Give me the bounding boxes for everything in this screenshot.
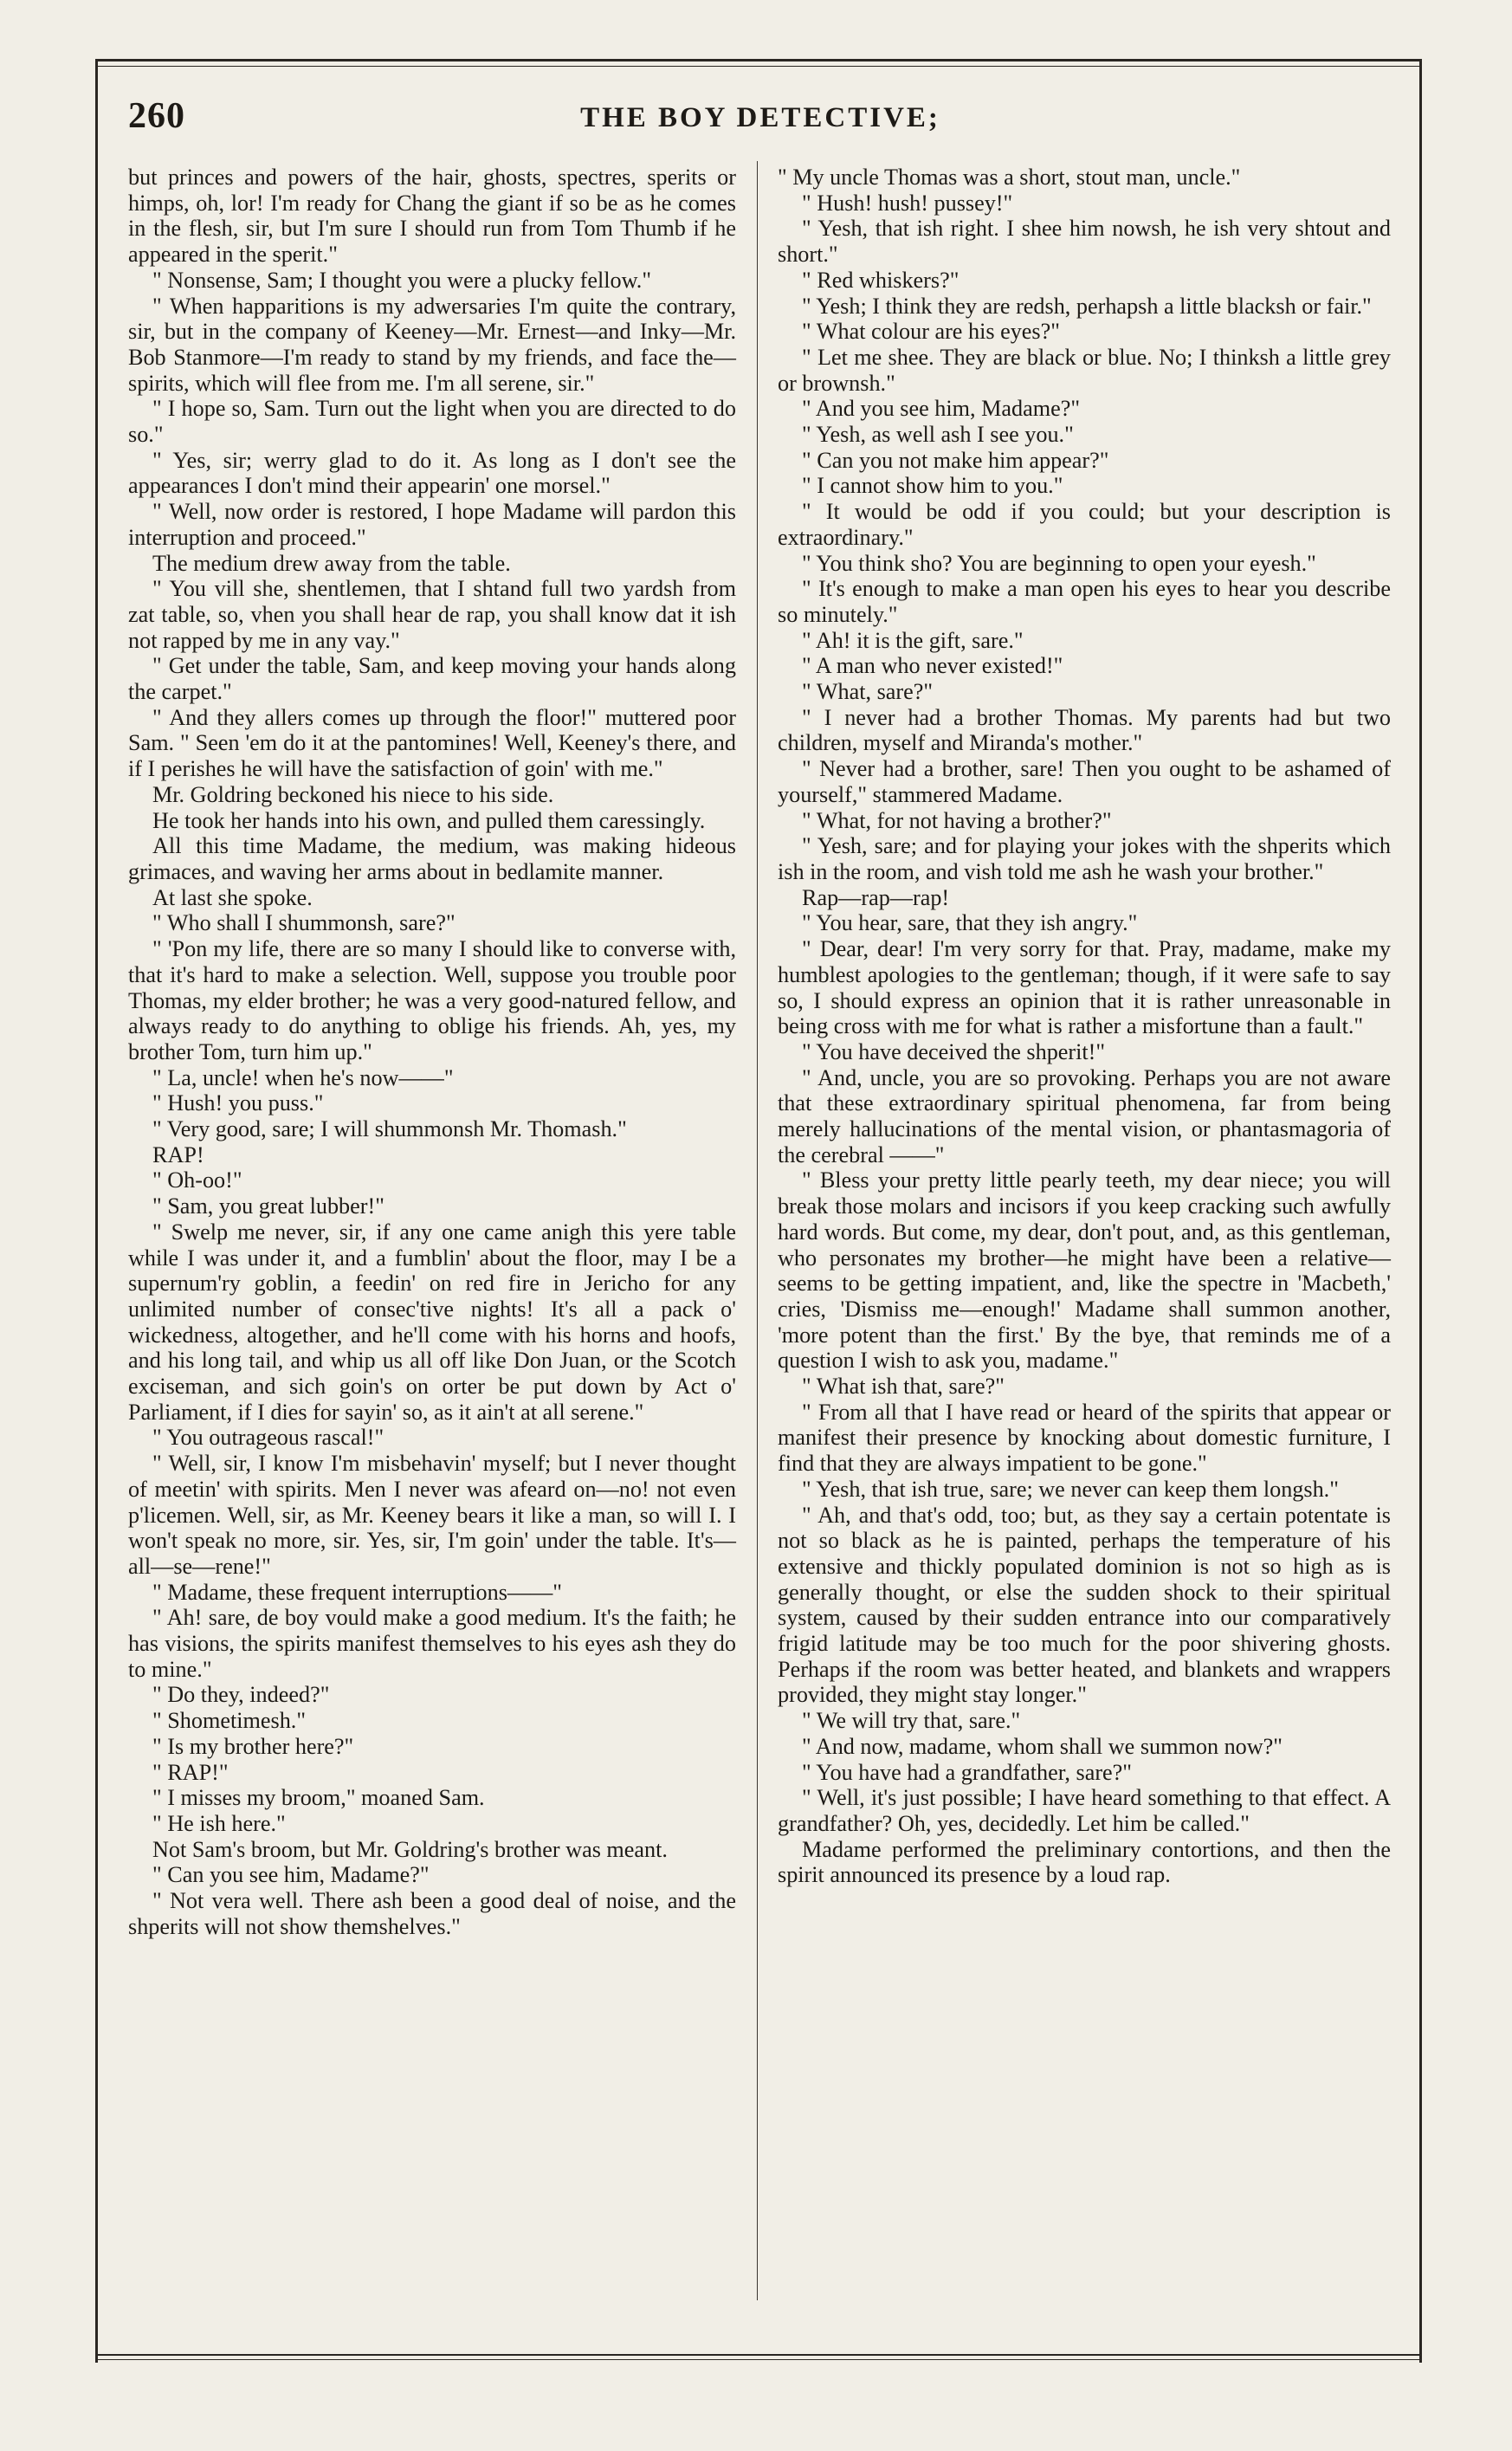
paragraph: " What, sare?" [802,679,934,705]
paragraph: " Yesh, sare; and for playing your jokes with the shperits which ish in the room, and vish told me ash he wash your brother." [778,833,1391,884]
paragraph: " Let me shee. They are black or blue. No; I thinksh a little grey or brownsh." [778,344,1391,396]
paragraph: Mr. Goldring beckoned his niece to his side. [152,781,554,807]
paragraph: " Hush! hush! pussey!" [802,190,1013,216]
paragraph: " It would be odd if you could; but your description is extraordinary." [778,499,1391,550]
paragraph: " When happaritions is my adwersaries I'm quite the contrary, sir, but in the company of Keeney—Mr. Ernest—and Inky—Mr. Bob Stanmore—I'm ready to stand by my friends, and face the—spirits, which will flee from me. I'm all serene, sir." [128,293,736,396]
paragraph: " Yesh, that ish true, sare; we never can keep them longsh." [802,1476,1339,1502]
paragraph: " Ah! sare, de boy vould make a good medium. It's the faith; he has visions, the spirits manifest themselves to his eyes ash they do to mine." [128,1605,736,1682]
paragraph: Madame performed the preliminary contortions, and then the spirit announced its presence by a loud rap. [778,1836,1391,1888]
paragraph: The medium drew away from the table. [152,550,511,576]
paragraph: " And you see him, Madame?" [802,396,1081,422]
paragraph: " Never had a brother, sare! Then you ought to be ashamed of yourself," stammered Madame. [778,756,1391,807]
paragraph: Not Sam's broom, but Mr. Goldring's brother was meant. [152,1836,668,1862]
paragraph: " Swelp me never, sir, if any one came anigh this yere table while I was under it, and a fumblin' about the floor, may I be a supernum'ry goblin, a feedin' on red fire in Jericho for any unlimited number of consec'tive nights! It's all a pack o' wickedness, altogether, and he'll come with his horns and hoofs, and his long tail, and whip us all off like Don Juan, or the Scotch exciseman, and sich goin's on orter be put down by Act o' Parliament, if I dies for sayin' so, as it ain't at all serene." [128,1219,736,1425]
paragraph: " Nonsense, Sam; I thought you were a plucky fellow." [152,267,652,293]
paragraph: " We will try that, sare." [802,1708,1021,1734]
paragraph: " Not vera well. There ash been a good deal of noise, and the shperits will not show themshelves." [128,1888,736,1939]
paragraph: " I cannot show him to you." [802,473,1063,499]
paragraph: He took her hands into his own, and pulled them caressingly. [152,807,706,833]
paragraph: " Who shall I shummonsh, sare?" [152,910,456,936]
paragraph: " Yesh; I think they are redsh, perhapsh a little blacksh or fair." [802,293,1372,319]
paragraph: " You have deceived the shperit!" [802,1038,1106,1064]
top-border-rule [95,59,1422,61]
paragraph: " You think sho? You are beginning to open your eyesh." [802,550,1316,576]
paragraph: " You vill she, shentlemen, that I shtand full two yardsh from zat table, so, vhen you shall hear de rap, you shall know dat it ish not rapped by me in any vay." [128,576,736,653]
paragraph: " Oh-oo!" [152,1167,242,1193]
paragraph: " You have had a grandfather, sare?" [802,1759,1132,1785]
paragraph: " He ish here." [152,1811,286,1836]
paragraph: " I hope so, Sam. Turn out the light when you are directed to do so." [128,396,736,448]
page-header [128,95,1392,139]
top-border-rule-thin [95,66,1422,67]
paragraph: " My uncle Thomas was a short, stout man, uncle." [778,165,1241,190]
left-text-column [128,165,736,1940]
paragraph: " Dear, dear! I'm very sorry for that. Pray, madame, make my humblest apologies to the gentleman; though, if it were safe to say so, I should express an opinion that it is rather unreasonable in being cross with me for what is rather a misfortune than a fault." [778,936,1391,1039]
paragraph: " It's enough to make a man open his eyes to hear you describe so minutely." [778,576,1391,627]
paragraph: " Very good, sare; I will shummonsh Mr. Thomash." [152,1116,627,1142]
left-border-rule [95,59,98,2363]
paragraph: " Well, it's just possible; I have heard something to that effect. A grandfather? Oh, yes, decidedly. Let him be called." [778,1785,1391,1836]
paragraph: " Yesh, that ish right. I shee him nowsh, he ish very shtout and short." [778,216,1391,268]
paragraph: " Is my brother here?" [152,1733,354,1759]
column-divider [757,161,758,2300]
paragraph: " Can you see him, Madame?" [152,1862,430,1888]
paragraph: " You hear, sare, that they ish angry." [802,910,1138,936]
paragraph: " What colour are his eyes?" [802,319,1060,345]
running-title: THE BOY DETECTIVE; [580,102,940,133]
paragraph: " 'Pon my life, there are so many I should like to converse with, that it's hard to make a selection. Well, suppose you trouble poor Thomas, my elder brother; he was a very good-natured fellow, and always ready to do anything to oblige his friends. Ah, yes, my brother Tom, turn him up." [128,936,736,1064]
paragraph: " Sam, you great lubber!" [152,1193,384,1219]
paragraph: Rap—rap—rap! [802,884,950,910]
paragraph: " Well, sir, I know I'm misbehavin' myself; but I never thought of meetin' with spirits. Men I never was afeard on—no! not even p'licemen. Well, sir, as Mr. Keeney bears it like a man, so will I. I won't speak no more, sir. Yes, sir, I'm goin' under the table. It's—all—se—rene!" [128,1451,736,1579]
paragraph: " Bless your pretty little pearly teeth, my dear niece; you will break those molars and incisors if you keep cracking such awfully hard words. But come, my dear, don't pout, and, as this gentleman, who personates my brother—he might have been a relative—seems to be getting impatient, and, like the spectre in 'Macbeth,' cries, 'Dismiss me—enough!' Madame shall summon another, 'more potent than the first.' By the bye, that reminds me of a question I wish to ask you, madame." [778,1167,1391,1374]
paragraph: " Red whiskers?" [802,267,960,293]
paragraph: At last she spoke. [152,884,313,910]
paragraph: " And they allers comes up through the floor!" muttered poor Sam. " Seen 'em do it at the pantomines! Well, Keeney's there, and if I perishes he will have the satisfaction of goin' with me." [128,704,736,782]
right-text-column [778,165,1391,1888]
paragraph: " I misses my broom," moaned Sam. [152,1785,485,1811]
paragraph: " RAP!" [152,1759,229,1785]
paragraph: RAP! [152,1141,204,1167]
paragraph: " Ah, and that's odd, too; but, as they say a certain potentate is not so black as he is painted, perhaps the temperature of his extensive and thickly populated dominion is not so high as is generally thought, or else the sudden shock to their spiritual system, caused by their sudden entrance into our comparatively frigid latitude may be too much for the poor shivering ghosts. Perhaps if the room was better heated, and blankets and wrappers provided, they might stay longer." [778,1502,1391,1708]
paragraph: " Madame, these frequent interruptions——" [152,1579,562,1605]
paragraph: " La, uncle! when he's now——" [152,1064,454,1090]
bottom-border-rule [95,2354,1422,2356]
paragraph: " Can you not make him appear?" [802,447,1109,473]
paragraph: " And, uncle, you are so provoking. Perhaps you are not aware that these extraordinary spiritual phenomena, far from being merely hallucinations of the mental vision, or phantasmagoria of the cerebral ——" [778,1064,1391,1167]
paragraph: " From all that I have read or heard of the spirits that appear or manifest their presence by knocking about domestic furniture, I find that they are always impatient to be gone." [778,1399,1391,1477]
paragraph: " I never had a brother Thomas. My parents had but two children, myself and Miranda's mother." [778,704,1391,756]
paragraph: " What, for not having a brother?" [802,807,1112,833]
paragraph: " Get under the table, Sam, and keep moving your hands along the carpet." [128,653,736,705]
paragraph: " And now, madame, whom shall we summon now?" [802,1733,1283,1759]
paragraph: " Do they, indeed?" [152,1682,330,1708]
paragraph: " Well, now order is restored, I hope Madame will pardon this interruption and proceed." [128,499,736,550]
paragraph: " Shometimesh." [152,1708,307,1734]
paragraph: but princes and powers of the hair, ghosts, spectres, sperits or himps, oh, lor! I'm ready for Chang the giant if so be as he comes in the flesh, sir, but I'm sure I should run from Tom Thumb if he appeared in the sperit." [128,165,736,268]
page-number: 260 [128,96,185,136]
paragraph: " Hush! you puss." [152,1090,324,1116]
bottom-border-rule-thin [95,2359,1422,2360]
paragraph: " Yesh, as well ash I see you." [802,422,1074,448]
paragraph: All this time Madame, the medium, was making hideous grimaces, and waving her arms about in bedlamite manner. [128,833,736,884]
paragraph: " You outrageous rascal!" [152,1425,384,1451]
paragraph: " What ish that, sare?" [802,1374,1005,1400]
paragraph: " Ah! it is the gift, sare." [802,627,1024,653]
paragraph: " A man who never existed!" [802,653,1063,679]
paragraph: " Yes, sir; werry glad to do it. As long as I don't see the appearances I don't mind their appearin' one morsel." [128,447,736,499]
right-border-rule [1419,59,1422,2363]
